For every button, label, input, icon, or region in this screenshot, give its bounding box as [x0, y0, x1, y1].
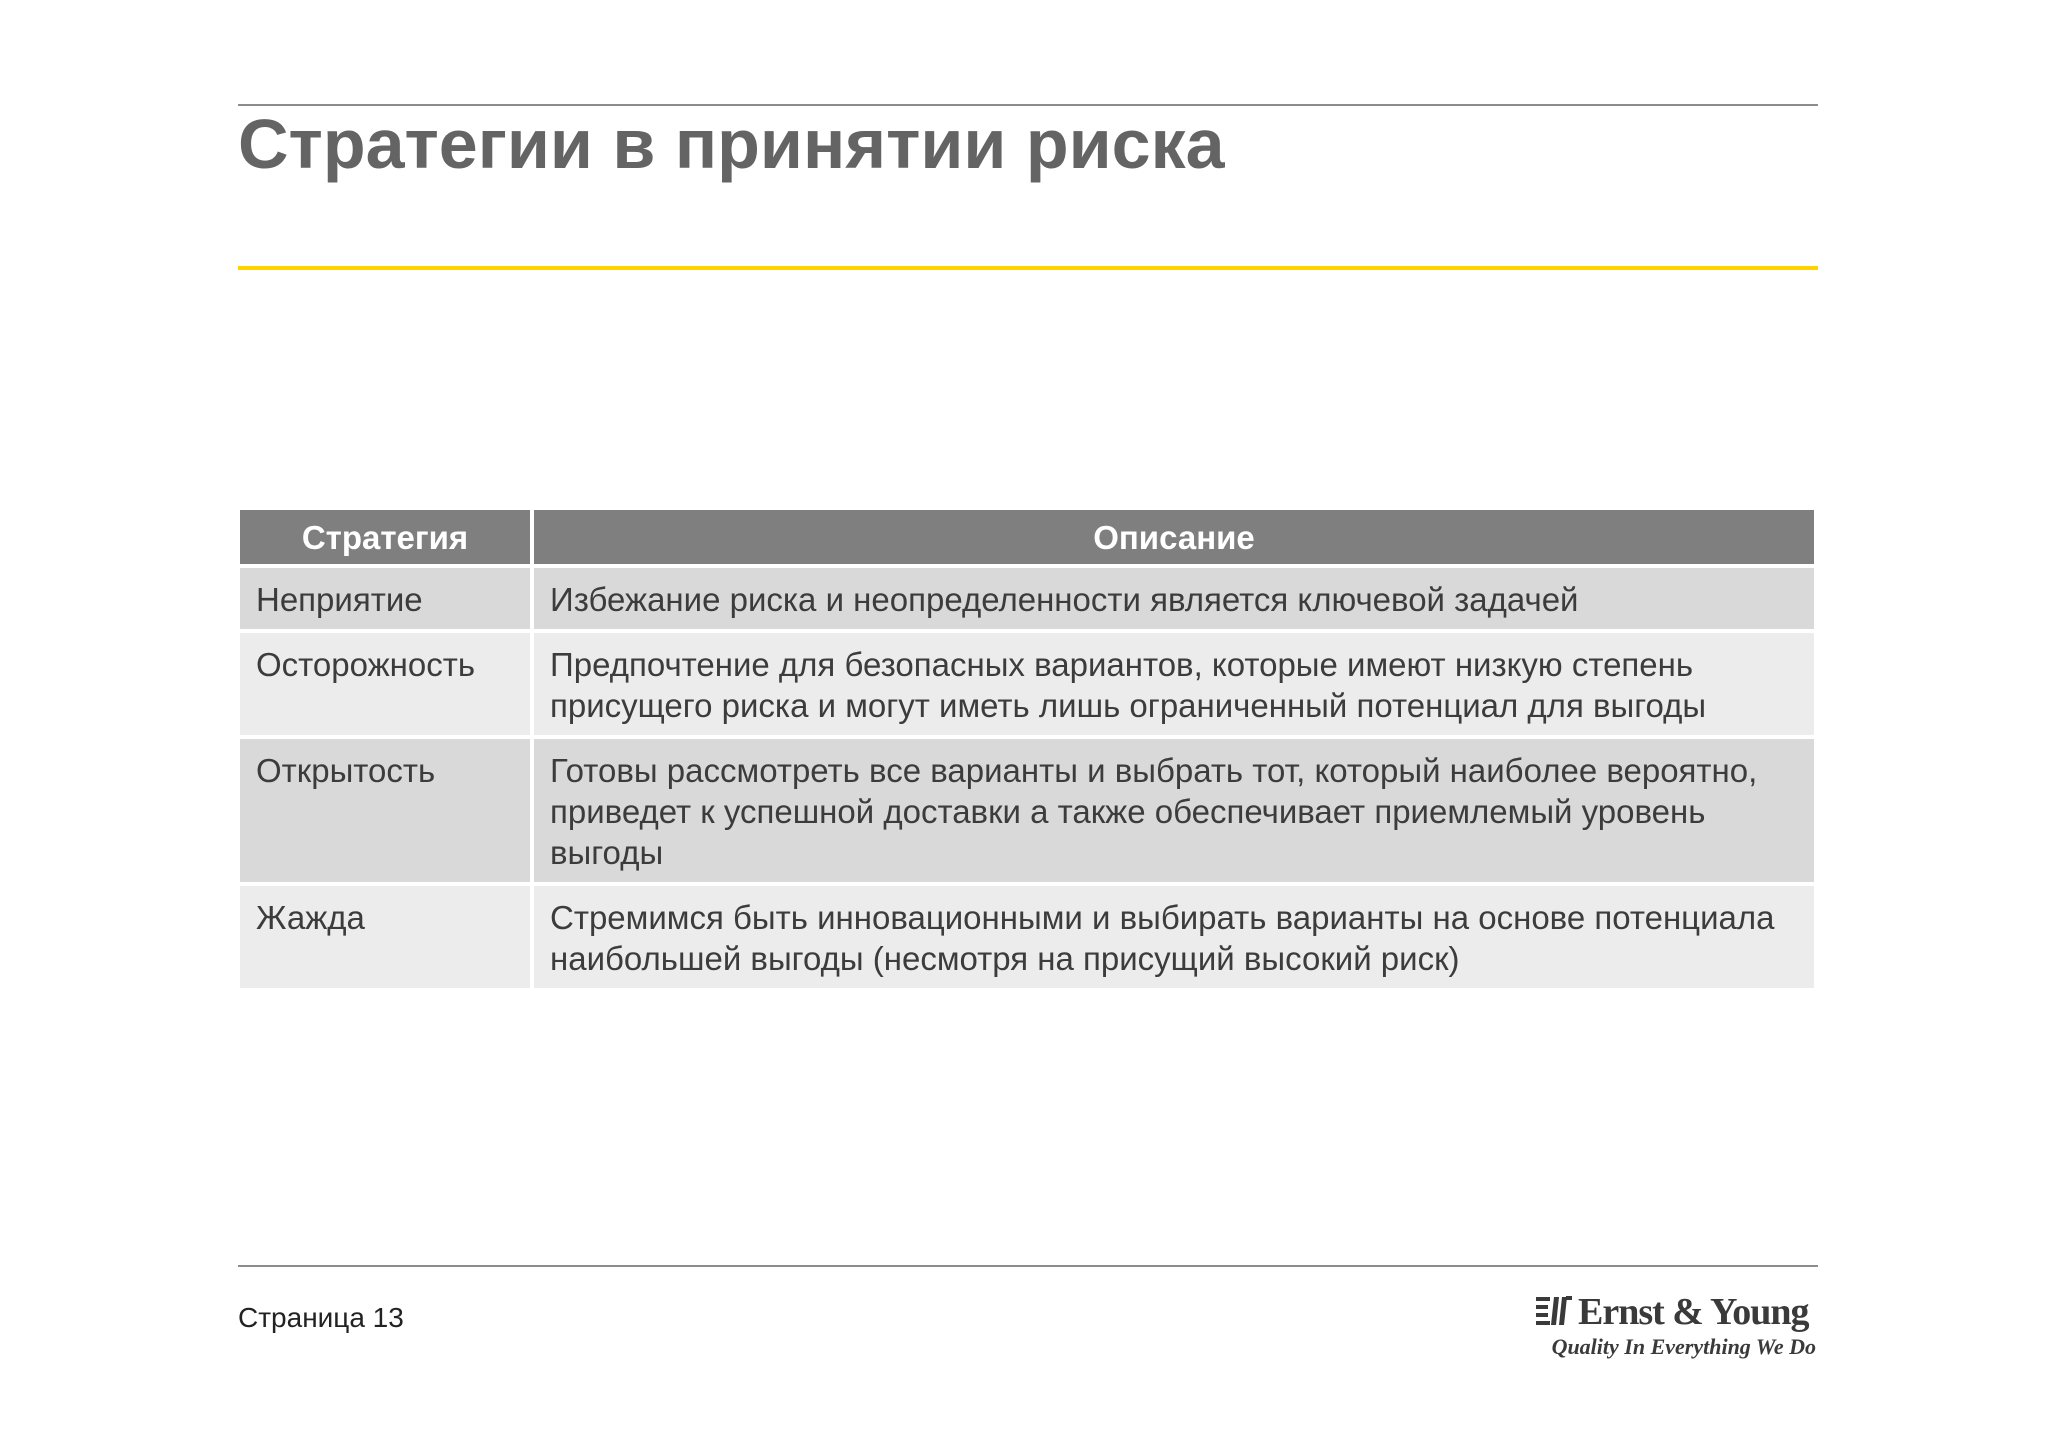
table-row — [240, 568, 1814, 629]
accent-rule — [238, 266, 1818, 270]
header-strategy: Стратегия — [240, 510, 530, 564]
table-row — [240, 633, 1814, 735]
strategy-table — [236, 506, 1818, 992]
company-logo — [1536, 1290, 1826, 1362]
strategy-cell: Осторожность — [240, 633, 530, 735]
page-number: Страница 13 — [238, 1302, 404, 1333]
logo-name: Ernst & Young — [1578, 1291, 1809, 1333]
description-cell: Готовы рассмотреть все варианты и выбрать тот, который наиболее вероятно, приведет к успешной доставки а также обеспечивает приемлемый уровень выгоды — [534, 739, 1814, 882]
header-description: Описание — [534, 510, 1814, 564]
table-row — [240, 886, 1814, 988]
description-cell: Стремимся быть инновационными и выбирать варианты на основе потенциала наибольшей выгоды (несмотря на присущий высокий риск) — [534, 886, 1814, 988]
strategy-cell: Открытость — [240, 739, 530, 882]
table-header-row — [240, 510, 1814, 564]
strategy-cell: Неприятие — [240, 568, 530, 629]
strategy-cell: Жажда — [240, 886, 530, 988]
bottom-rule — [238, 1265, 1818, 1267]
ey-beam-icon — [1536, 1296, 1572, 1326]
table-row — [240, 739, 1814, 882]
description-cell: Предпочтение для безопасных вариантов, которые имеют низкую степень присущего риска и могут иметь лишь ограниченный потенциал для выгоды — [534, 633, 1814, 735]
slide-title: Стратегии в принятии риска — [238, 105, 1225, 183]
logo-tagline: Quality In Everything We Do — [1551, 1334, 1816, 1359]
description-cell: Избежание риска и неопределенности является ключевой задачей — [534, 568, 1814, 629]
